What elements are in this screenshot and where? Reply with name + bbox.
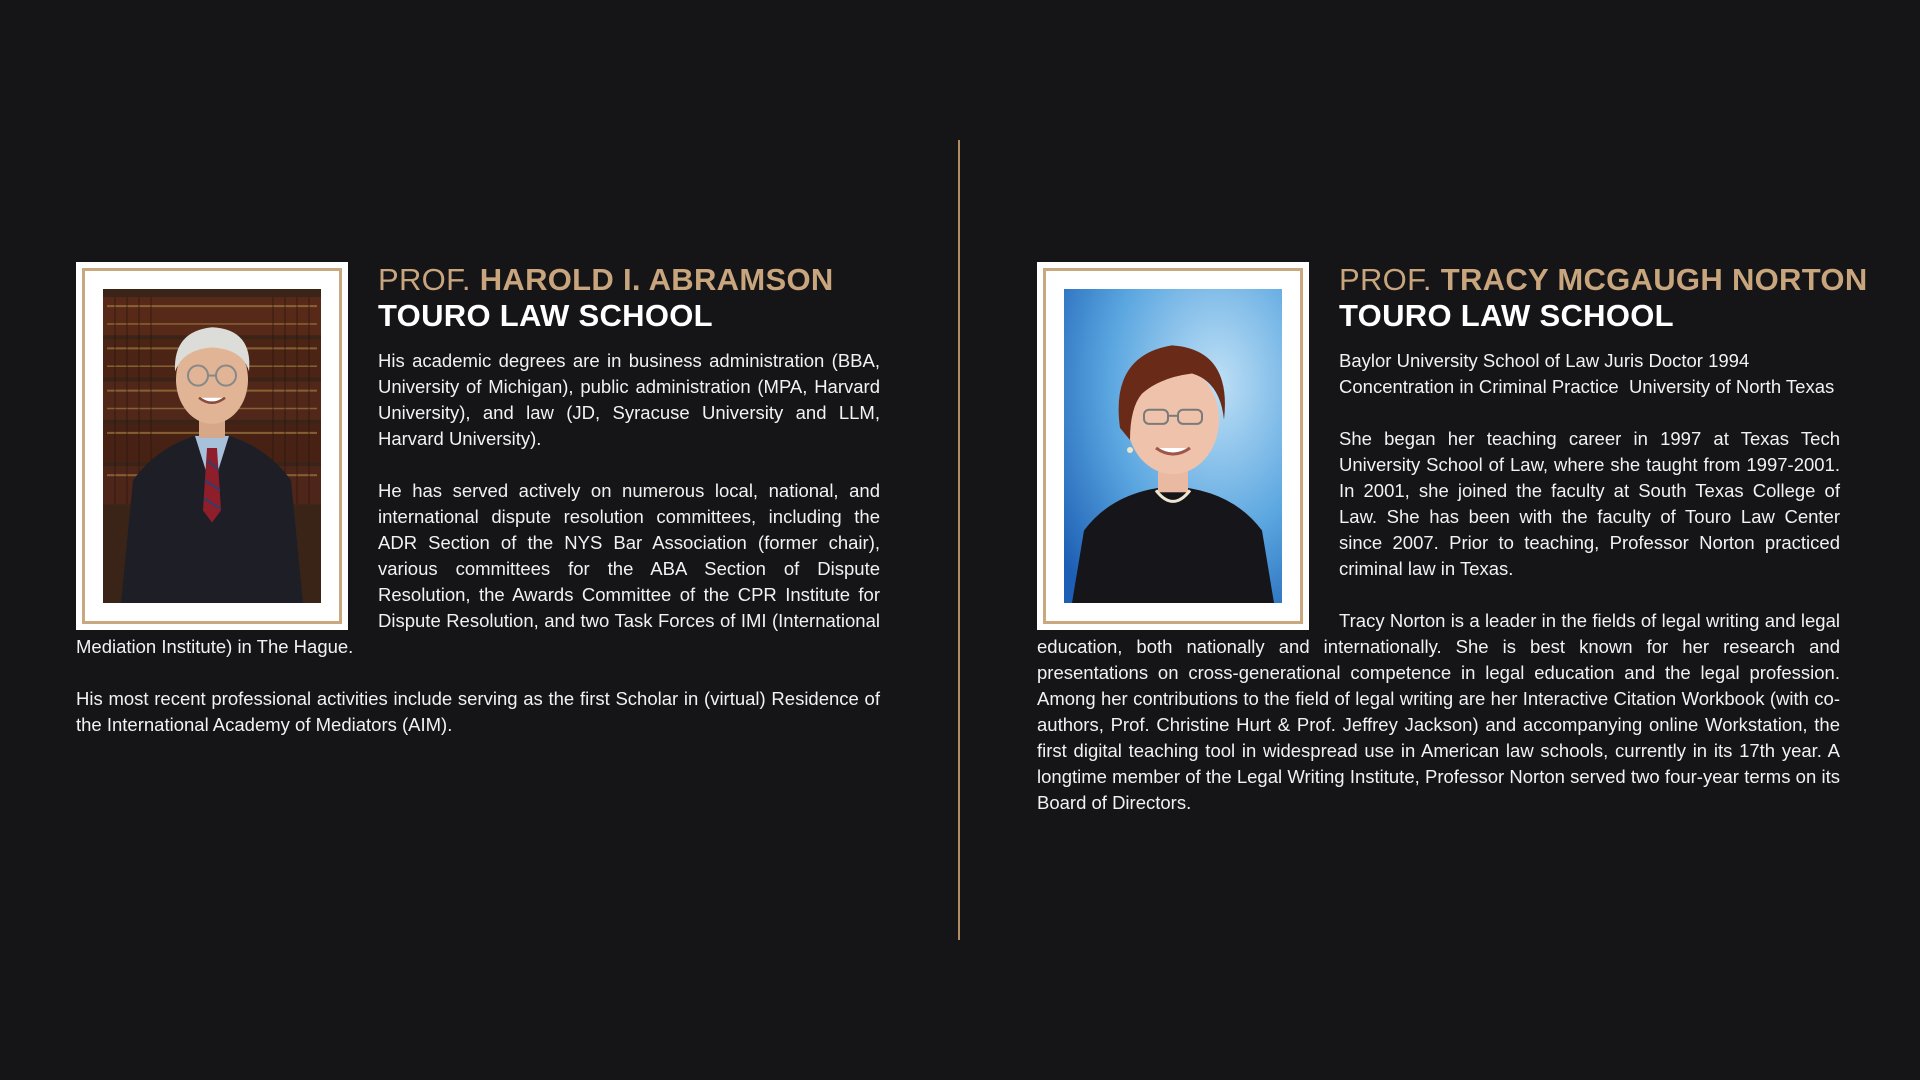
bio-paragraph-committees: He has served actively on numerous local, national, and international dispute resolution committees, including the ADR Section of the NYS Bar Association (former chair), various committees for the ABA Section of Dispute Resolution, the Awards Committee of the CPR Institute for Dispute Resolution, and two Task Forces of IMI (International Mediation Institute) in The Hague.: [76, 480, 880, 657]
professor-name: HAROLD I. ABRAMSON: [479, 262, 834, 297]
portrait-photo-norton: [1064, 289, 1282, 603]
center-divider: [958, 140, 960, 940]
bio-paragraph-career: She began her teaching career in 1997 at Texas Tech University School of Law, where she taught from 1997-2001. In 2001, she joined the faculty at South Texas College of Law. She has been with the faculty of Touro Law Center since 2007. Prior to teaching, Professor Norton practiced criminal law in Texas.: [1339, 428, 1840, 579]
credentials-line-law: Baylor University School of Law Juris Doctor 1994: [1339, 350, 1750, 371]
professor-name: TRACY MCGAUGH NORTON: [1440, 262, 1868, 297]
credentials-line-concentration: Concentration in Criminal Practice University of North Texas: [1339, 376, 1835, 397]
profile-abramson: [76, 262, 880, 738]
bio-paragraph-education: His academic degrees are in business administration (BBA, University of Michigan), public administration (MPA, Harvard University), and law (JD, Syracuse University and LLM, Harvard University).: [378, 350, 880, 449]
profile-norton: [1037, 262, 1868, 816]
school-name: TOURO LAW SCHOOL: [378, 298, 713, 333]
portrait-frame: [1037, 262, 1309, 630]
portrait-frame: [76, 262, 348, 630]
bio-paragraph-leadership: Tracy Norton is a leader in the fields of legal writing and legal education, both nationally and internationally. She is best known for her research and presentations on cross-generational competence in legal education and the legal profession. Among her contributions to the field of legal writing are her Interactive Citation Workbook (with co-authors, Prof. Christine Hurt & Prof. Jeffrey Jackson) and accompanying online Workstation, the first digital teaching tool in widespread use in American law schools, currently in its 17th year. A longtime member of the Legal Writing Institute, Professor Norton served two four-year terms on its Board of Directors.: [1037, 610, 1840, 813]
bio-paragraph-recent-activities: His most recent professional activities include serving as the first Scholar in (virtual) Residence of the International Academy of Mediators (AIM).: [76, 688, 880, 735]
title-prefix: PROF.: [1339, 262, 1441, 297]
portrait-photo-abramson: [103, 289, 321, 603]
title-prefix: PROF.: [378, 262, 480, 297]
school-name: TOURO LAW SCHOOL: [1339, 298, 1674, 333]
